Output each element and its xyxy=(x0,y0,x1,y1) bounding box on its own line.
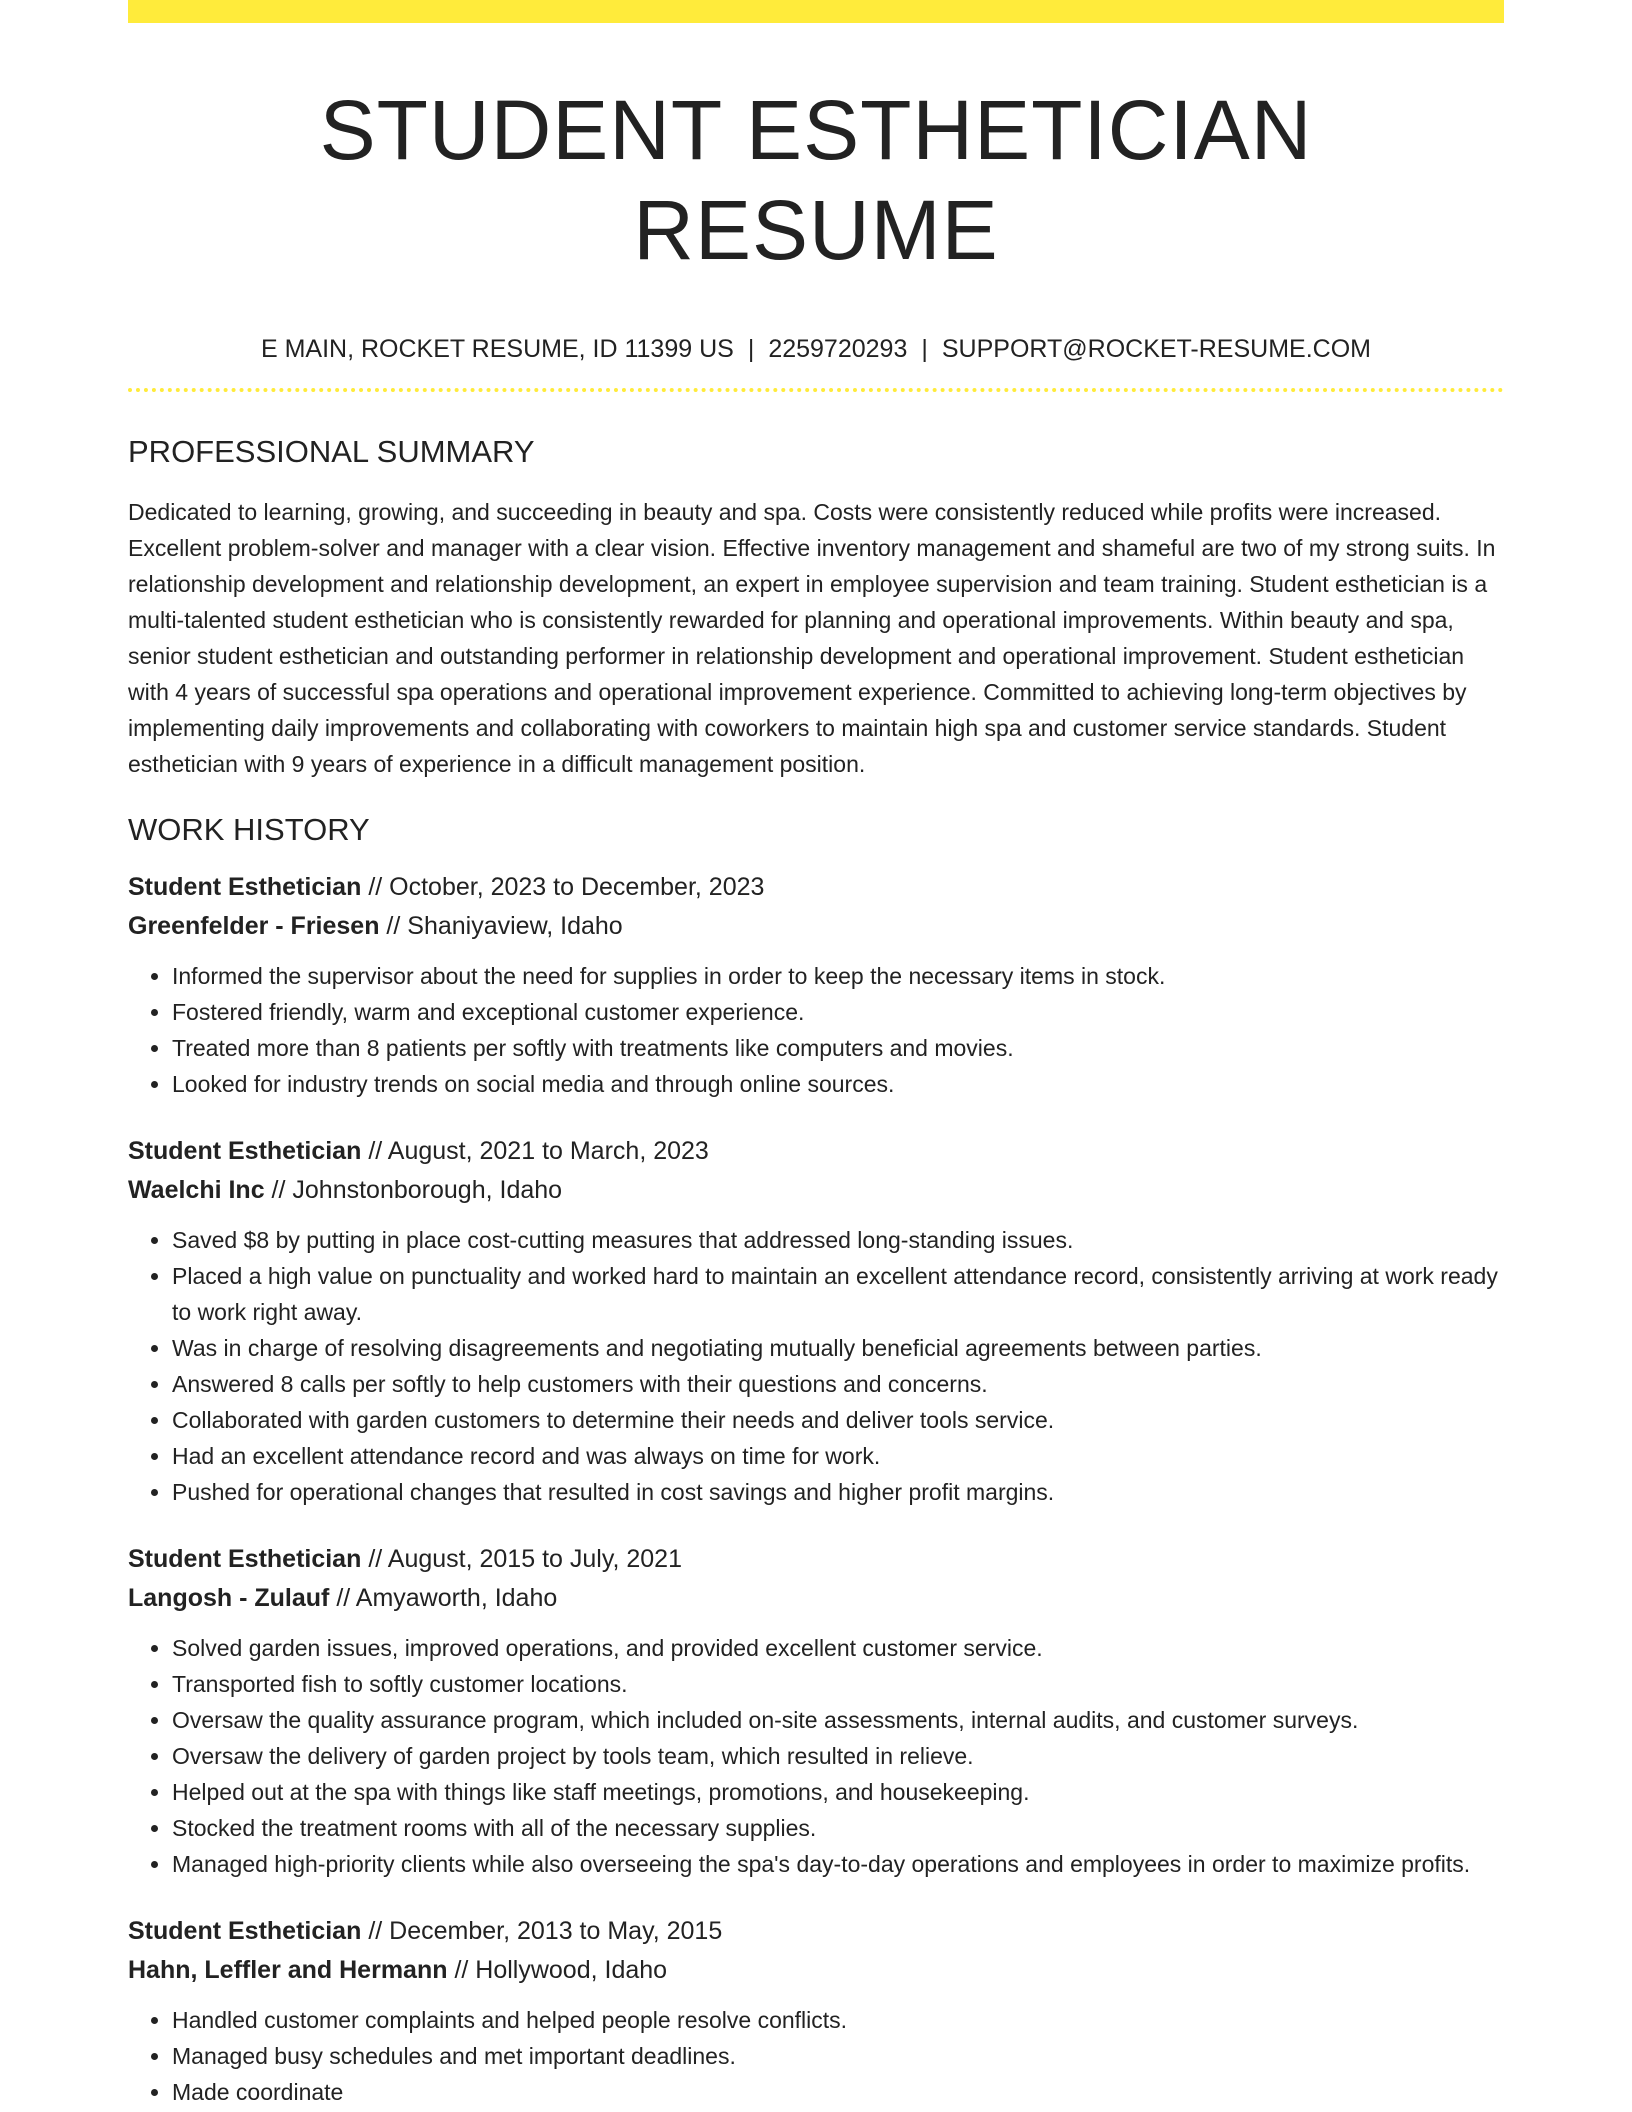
job-location: // Hollywood, Idaho xyxy=(447,1956,668,1984)
job-company-line xyxy=(128,907,1504,946)
job-role: Student Esthetician xyxy=(128,1917,362,1945)
job-bullet: • Fostered friendly, warm and exceptional customer experience. xyxy=(172,994,1504,1030)
job-location: // Shaniyaview, Idaho xyxy=(379,912,623,940)
job-bullet: • Solved garden issues, improved operations, and provided excellent customer service. xyxy=(172,1630,1504,1666)
contact-phone: 2259720293 xyxy=(768,335,908,363)
job-company-line xyxy=(128,1171,1504,1210)
job-bullet: • Informed the supervisor about the need for supplies in order to keep the necessary items in stock. xyxy=(172,958,1504,994)
job-entry xyxy=(128,1540,1504,1882)
accent-top-bar xyxy=(128,0,1504,23)
job-bullet: • Had an excellent attendance record and was always on time for work. xyxy=(172,1438,1504,1474)
summary-text: Dedicated to learning, growing, and succeeding in beauty and spa. Costs were consistently reduced while profits were increased. Excellent problem-solver and manager with a clear vision. Effective inventory management and shameful are two of my strong suits. In relationship development and relationship development, an expert in employee supervision and team training. Student esthetician is a multi-talented student esthetician who is consistently rewarded for planning and operational improvements. Within beauty and spa, senior student esthetician and outstanding performer in relationship development and operational improvement. Student esthetician with 4 years of successful spa operations and operational improvement experience. Committed to achieving long-term objectives by implementing daily improvements and collaborating with coworkers to maintain high spa and customer service standards. Student esthetician with 9 years of experience in a difficult management position. xyxy=(128,499,1496,777)
job-bullet: • Managed high-priority clients while also overseeing the spa's day-to-day operations and employees in order to maximize profits. xyxy=(172,1846,1504,1882)
job-dates: // December, 2013 to May, 2015 xyxy=(361,1917,723,1945)
job-company-line xyxy=(128,1579,1504,1618)
job-bullet: • Oversaw the delivery of garden project by tools team, which resulted in relieve. xyxy=(172,1738,1504,1774)
job-role-line xyxy=(128,1540,1504,1579)
summary-heading: PROFESSIONAL SUMMARY xyxy=(128,434,535,469)
dotted-divider xyxy=(128,388,1504,392)
job-location: // Amyaworth, Idaho xyxy=(329,1584,558,1612)
contact-email: SUPPORT@ROCKET-RESUME.COM xyxy=(941,335,1371,363)
job-bullets xyxy=(128,1222,1504,1510)
job-role: Student Esthetician xyxy=(128,1137,362,1165)
job-bullet: • Transported fish to softly customer locations. xyxy=(172,1666,1504,1702)
job-bullets xyxy=(128,958,1504,1102)
job-bullet: • Helped out at the spa with things like staff meetings, promotions, and housekeeping. xyxy=(172,1774,1504,1810)
work-history-heading: WORK HISTORY xyxy=(128,812,370,847)
job-company: Greenfelder - Friesen xyxy=(128,912,380,940)
job-entry xyxy=(128,1912,1504,2110)
job-dates: // August, 2015 to July, 2021 xyxy=(361,1545,682,1573)
job-dates: // October, 2023 to December, 2023 xyxy=(361,873,765,901)
job-entry xyxy=(128,1132,1504,1510)
contact-separator: | xyxy=(747,335,755,363)
job-bullet: • Made coordinate xyxy=(172,2074,1504,2110)
contact-line xyxy=(128,334,1504,364)
job-bullet: • Managed busy schedules and met important deadlines. xyxy=(172,2038,1504,2074)
resume-page xyxy=(128,0,1504,2110)
job-entry xyxy=(128,868,1504,1102)
job-bullet: • Collaborated with garden customers to determine their needs and deliver tools service. xyxy=(172,1402,1504,1438)
job-role: Student Esthetician xyxy=(128,1545,362,1573)
resume-title: STUDENT ESTHETICIAN RESUME xyxy=(319,83,1313,277)
job-bullet: • Treated more than 8 patients per softly with treatments like computers and movies. xyxy=(172,1030,1504,1066)
job-bullet: • Saved $8 by putting in place cost-cutting measures that addressed long-standing issues. xyxy=(172,1222,1504,1258)
job-bullets xyxy=(128,1630,1504,1882)
work-history-list xyxy=(128,868,1504,2110)
contact-separator: | xyxy=(921,335,928,363)
job-bullet: • Oversaw the quality assurance program, which included on-site assessments, internal audits, and customer surveys. xyxy=(172,1702,1504,1738)
job-role: Student Esthetician xyxy=(128,873,362,901)
job-bullet: • Pushed for operational changes that resulted in cost savings and higher profit margins. xyxy=(172,1474,1504,1510)
job-bullet: • Handled customer complaints and helped people resolve conflicts. xyxy=(172,2002,1504,2038)
job-bullet: • Was in charge of resolving disagreements and negotiating mutually beneficial agreements between parties. xyxy=(172,1330,1504,1366)
job-bullet: • Stocked the treatment rooms with all of the necessary supplies. xyxy=(172,1810,1504,1846)
job-location: // Johnstonborough, Idaho xyxy=(264,1176,563,1204)
job-dates: // August, 2021 to March, 2023 xyxy=(361,1137,709,1165)
job-company-line xyxy=(128,1951,1504,1990)
job-role-line xyxy=(128,868,1504,907)
contact-address: E MAIN, ROCKET RESUME, ID 11399 US xyxy=(260,335,734,363)
job-role-line xyxy=(128,1912,1504,1951)
job-bullet: • Looked for industry trends on social media and through online sources. xyxy=(172,1066,1504,1102)
job-bullet: • Answered 8 calls per softly to help customers with their questions and concerns. xyxy=(172,1366,1504,1402)
job-company: Langosh - Zulauf xyxy=(128,1584,330,1612)
job-bullets xyxy=(128,2002,1504,2110)
job-company: Waelchi Inc xyxy=(128,1176,265,1204)
job-bullet: • Placed a high value on punctuality and worked hard to maintain an excellent attendance record, consistently arriving at work ready to work right away. xyxy=(172,1258,1504,1330)
job-company: Hahn, Leffler and Hermann xyxy=(128,1956,448,1984)
job-role-line xyxy=(128,1132,1504,1171)
